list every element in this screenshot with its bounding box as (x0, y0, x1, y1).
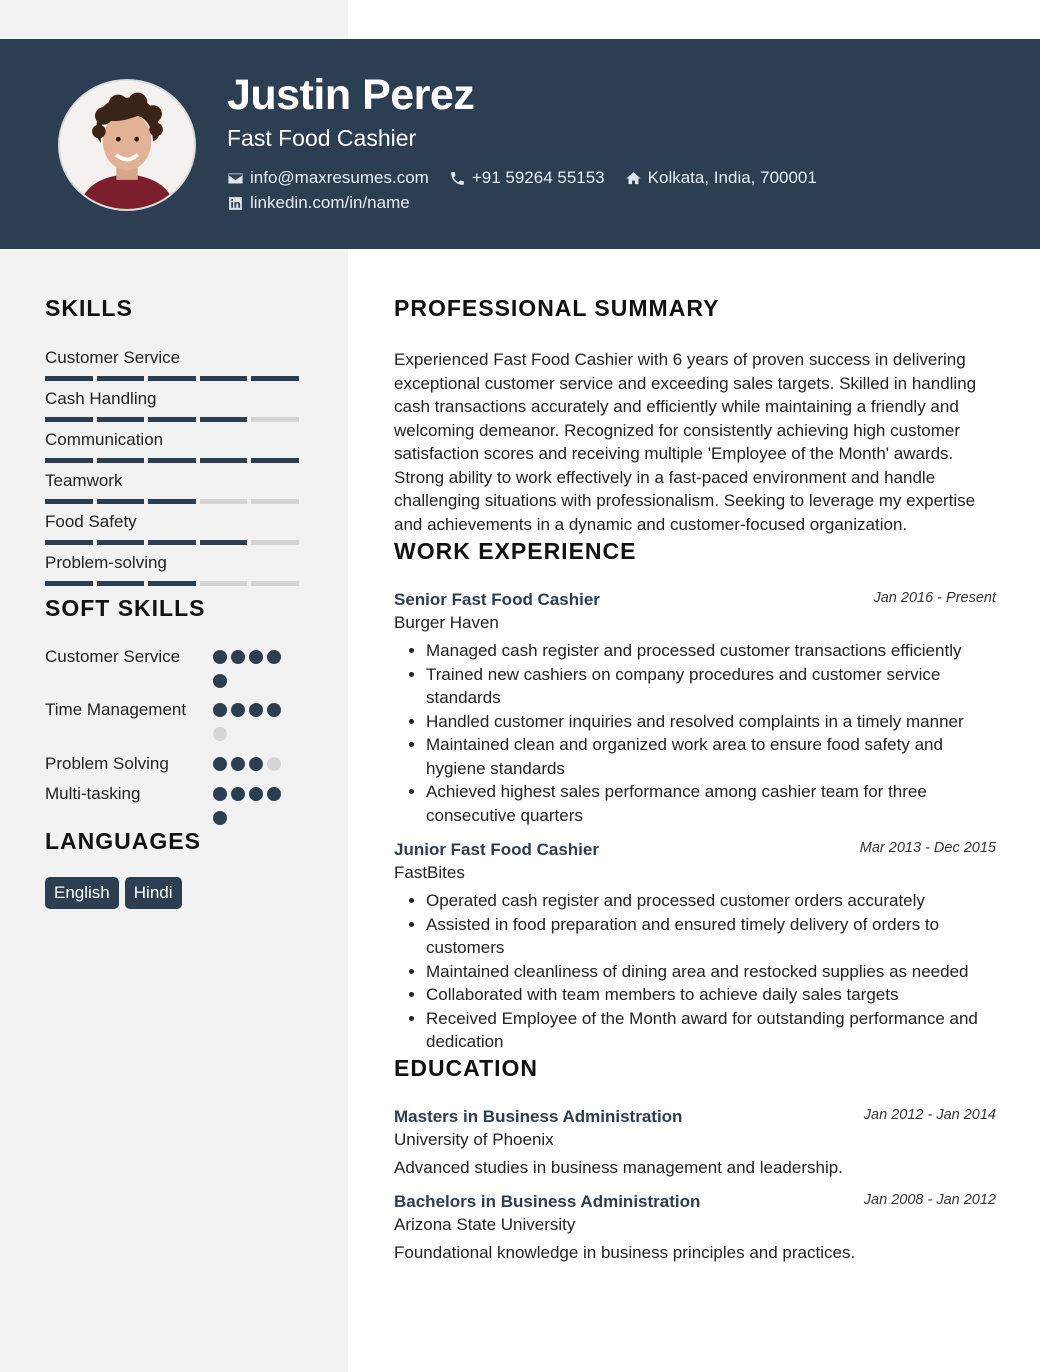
job-company: Burger Haven (394, 613, 499, 632)
skill-level-segment (200, 376, 248, 381)
skill-level-segment (148, 458, 196, 463)
skill-level-segment (251, 581, 299, 586)
phone-text: +91 59264 55153 (471, 168, 605, 187)
rating-dot (213, 674, 227, 688)
skills-list (45, 348, 305, 586)
job-bullet: • Operated cash register and processed customer orders accurately (426, 889, 996, 913)
job-date: Mar 2013 - Dec 2015 (859, 840, 996, 856)
skill-level-bar (45, 499, 305, 504)
education-description: Foundational knowledge in business principles and practices. (394, 1242, 856, 1262)
skill-level-segment (200, 458, 248, 463)
job-bullet: • Collaborated with team members to achieve daily sales targets (426, 983, 996, 1007)
skill-level-segment (45, 417, 93, 422)
education-entry (394, 1107, 996, 1178)
job-bullets (394, 639, 996, 827)
experience-list (394, 590, 996, 1054)
rating-dot (213, 811, 227, 825)
job-bullet: • Maintained clean and organized work area to ensure food safety and hygiene standards (426, 733, 996, 780)
skill-level-segment (97, 540, 145, 545)
rating-dot (249, 703, 263, 717)
location-text: Kolkata, India, 700001 (647, 168, 817, 187)
language-pill: Hindi (125, 877, 182, 909)
linkedin-icon (227, 195, 244, 212)
skill-level-bar (45, 417, 305, 422)
rating-dot (231, 703, 245, 717)
skill-item (45, 430, 305, 463)
skill-level-segment (45, 376, 93, 381)
job-bullet: • Trained new cashiers on company procedures and customer service standards (426, 663, 996, 710)
summary-heading: PROFESSIONAL SUMMARY (394, 295, 720, 321)
summary-text: Experienced Fast Food Cashier with 6 years of proven success in delivering exceptional customer service and exceeding sales targets. Skilled in handling cash transactions accurately and efficiently while maintaining a friendly and welcoming demeanor. Recognized for consistently achieving high customer satisfaction scores and receiving multiple 'Employee of the Month' awards. Strong ability to work effectively in a fast-paced environment and handle challenging situations with professionalism. Seeking to leverage my expertise and achievements in a dynamic and customer-focused organization. (394, 350, 977, 534)
education-degree: Bachelors in Business Administration (394, 1191, 701, 1211)
resume-header (0, 39, 1040, 249)
job-bullet: • Achieved highest sales performance among cashier team for three consecutive quarters (426, 780, 996, 827)
contact-linkedin[interactable] (227, 193, 410, 213)
contact-row-2 (227, 193, 430, 213)
skill-level-segment (251, 376, 299, 381)
rating-dot (213, 787, 227, 801)
candidate-title: Fast Food Cashier (227, 125, 417, 151)
soft-skill-name: Customer Service (45, 647, 181, 666)
skill-item (45, 471, 305, 504)
skill-item (45, 553, 305, 586)
skill-level-segment (200, 540, 248, 545)
soft-skill-item (45, 752, 305, 782)
skill-item (45, 512, 305, 545)
rating-dot (249, 757, 263, 771)
skill-level-segment (148, 417, 196, 422)
job-role: Senior Fast Food Cashier (394, 590, 600, 609)
skill-level-bar (45, 458, 305, 463)
skill-level-segment (45, 458, 93, 463)
rating-dot (231, 787, 245, 801)
soft-skill-rating (213, 782, 293, 835)
candidate-name: Justin Perez (227, 71, 475, 119)
education-heading: EDUCATION (394, 1054, 539, 1081)
rating-dot (213, 703, 227, 717)
education-degree: Masters in Business Administration (394, 1106, 683, 1126)
education-school: University of Phoenix (394, 1129, 554, 1149)
languages-list (45, 877, 182, 909)
skill-name: Teamwork (45, 471, 123, 490)
education-date: Jan 2012 - Jan 2014 (863, 1106, 996, 1123)
skills-heading: SKILLS (45, 295, 133, 321)
email-text: info@maxresumes.com (250, 168, 429, 187)
linkedin-text: linkedin.com/in/name (250, 193, 410, 212)
job-company: FastBites (394, 863, 465, 882)
soft-skill-name: Time Management (45, 700, 187, 719)
job-bullet: • Assisted in food preparation and ensured timely delivery of orders to customers (426, 913, 996, 960)
soft-skill-item (45, 645, 305, 698)
skill-item (45, 348, 305, 381)
job-entry (394, 590, 996, 827)
contact-row (227, 168, 837, 188)
profile-photo-icon (60, 81, 194, 209)
right-column (394, 295, 996, 1277)
skill-level-segment (97, 458, 145, 463)
rating-dot (267, 650, 281, 664)
skill-level-segment (45, 540, 93, 545)
home-icon (625, 170, 642, 187)
skill-level-segment (45, 581, 93, 586)
rating-dot (213, 727, 227, 741)
education-date: Jan 2008 - Jan 2012 (863, 1191, 996, 1208)
skill-level-bar (45, 540, 305, 545)
soft-skill-rating (213, 752, 293, 781)
skill-level-segment (45, 499, 93, 504)
rating-dot (231, 650, 245, 664)
soft-skill-rating (213, 698, 293, 751)
education-school: Arizona State University (394, 1214, 576, 1234)
contact-phone[interactable] (449, 168, 605, 188)
rating-dot (267, 757, 281, 771)
skill-level-bar (45, 376, 305, 381)
job-date: Jan 2016 - Present (873, 590, 996, 606)
rating-dot (213, 650, 227, 664)
soft-skill-name: Problem Solving (45, 754, 169, 773)
skill-level-segment (148, 540, 196, 545)
envelope-icon (227, 170, 244, 187)
skill-level-segment (200, 417, 248, 422)
contact-email[interactable] (227, 168, 429, 188)
skill-name: Customer Service (45, 348, 181, 367)
education-description: Advanced studies in business management and leadership. (394, 1157, 843, 1177)
skill-level-bar (45, 581, 305, 586)
rating-dot (249, 787, 263, 801)
contact-location (625, 168, 817, 188)
rating-dot (249, 650, 263, 664)
soft-skills-heading: SOFT SKILLS (45, 595, 206, 621)
skill-name: Food Safety (45, 512, 137, 531)
skill-name: Communication (45, 430, 164, 449)
language-pill: English (45, 877, 119, 909)
skill-level-segment (97, 376, 145, 381)
skill-level-segment (200, 499, 248, 504)
job-bullet: • Managed cash register and processed customer transactions efficiently (426, 639, 996, 663)
languages-heading: LANGUAGES (45, 828, 201, 854)
job-bullets (394, 889, 996, 1054)
skill-level-segment (148, 376, 196, 381)
skill-level-segment (251, 540, 299, 545)
phone-icon (449, 170, 466, 187)
rating-dot (267, 703, 281, 717)
skill-level-segment (251, 458, 299, 463)
skill-name: Problem-solving (45, 553, 167, 572)
experience-heading: WORK EXPERIENCE (394, 538, 637, 564)
skill-level-segment (200, 581, 248, 586)
skill-item (45, 389, 305, 422)
skill-level-segment (97, 499, 145, 504)
avatar (58, 79, 196, 211)
skill-level-segment (97, 581, 145, 586)
job-entry (394, 840, 996, 1054)
soft-skill-item (45, 698, 305, 752)
rating-dot (213, 757, 227, 771)
rating-dot (231, 757, 245, 771)
job-bullet: • Received Employee of the Month award for outstanding performance and dedication (426, 1007, 996, 1054)
education-list (394, 1107, 996, 1263)
job-role: Junior Fast Food Cashier (394, 840, 599, 859)
skill-level-segment (251, 417, 299, 422)
skill-level-segment (251, 499, 299, 504)
soft-skill-rating (213, 645, 293, 698)
skill-name: Cash Handling (45, 389, 157, 408)
skill-level-segment (148, 499, 196, 504)
job-bullet: • Maintained cleanliness of dining area and restocked supplies as needed (426, 960, 996, 984)
soft-skill-item (45, 782, 305, 812)
job-bullet: • Handled customer inquiries and resolved complaints in a timely manner (426, 710, 996, 734)
soft-skills-list (45, 645, 305, 812)
soft-skill-name: Multi-tasking (45, 784, 141, 803)
skill-level-segment (148, 581, 196, 586)
rating-dot (267, 787, 281, 801)
left-column (45, 295, 305, 902)
education-entry (394, 1192, 996, 1263)
skill-level-segment (97, 417, 145, 422)
